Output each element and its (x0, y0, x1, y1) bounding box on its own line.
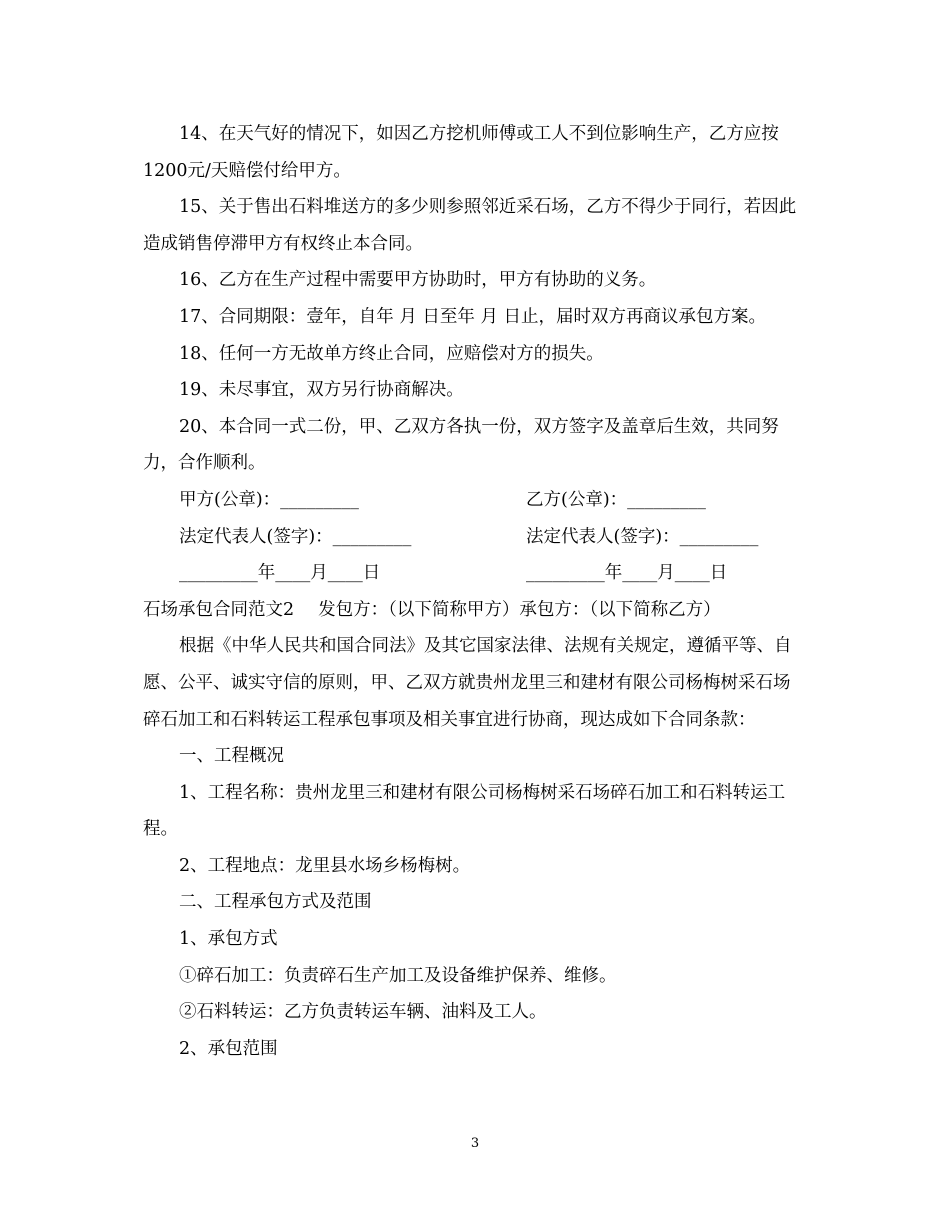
party-a-date: _________年____月____日 (179, 563, 381, 584)
second-contract-header (143, 592, 807, 629)
signature-seal-row (143, 482, 807, 519)
party-b-representative: 法定代表人(签字)：_________ (526, 526, 759, 547)
preamble: 根据《中华人民共和国合同法》及其它国家法律、法规有关规定，遵循平等、自愿、公平、诚实守信的原则，甲、乙双方就贵州龙里三和建材有限公司杨梅树采石场碎石加工和石料转运工程承包事项及相关事宜进行协商，现达成如下合同条款： (143, 636, 792, 730)
party-b-seal: 乙方(公章)：_________ (526, 489, 706, 510)
clause-20: 20、本合同一式二份，甲、乙双方各执一份，双方签字及盖章后生效，共同努力，合作顺利。 (143, 416, 779, 474)
document-body (143, 116, 807, 1067)
signature-date-row (143, 555, 807, 592)
scope-heading: 2、承包范围 (179, 1038, 278, 1059)
contractor-label: 承包方：（以下简称乙方） (519, 599, 721, 620)
signature-rep-row (143, 519, 807, 556)
clause-19: 19、未尽事宜，双方另行协商解决。 (179, 380, 464, 401)
second-contract-title: 石场承包合同范文2 (143, 599, 295, 620)
mode-item-crushing: ①碎石加工：负责碎石生产加工及设备维护保养、维修。 (179, 965, 617, 986)
clause-14: 14、在天气好的情况下，如因乙方挖机师傅或工人不到位影响生产，乙方应按1200元/天赔偿付给甲方。 (143, 124, 779, 181)
clause-16: 16、乙方在生产过程中需要甲方协助时，甲方有协助的义务。 (179, 270, 657, 291)
clause-15: 15、关于售出石料堆送方的多少则参照邻近采石场，乙方不得少于同行，若因此造成销售停滞甲方有权终止本合同。 (143, 197, 797, 254)
party-a-representative: 法定代表人(签字)：_________ (179, 526, 412, 547)
party-b-date: _________年____月____日 (526, 563, 728, 584)
section-2-heading: 二、工程承包方式及范围 (179, 892, 372, 913)
project-location: 2、工程地点：龙里县水场乡杨梅树。 (179, 855, 471, 876)
section-1-heading: 一、工程概况 (179, 746, 284, 767)
clause-17: 17、合同期限：壹年，自年 月 日至年 月 日止，届时双方再商议承包方案。 (179, 306, 767, 327)
mode-item-transport: ②石料转运：乙方负责转运车辆、油料及工人。 (179, 1002, 547, 1023)
project-name: 1、工程名称：贵州龙里三和建材有限公司杨梅树采石场碎石加工和石料转运工程。 (143, 782, 786, 840)
employer-label: 发包方：（以下简称甲方） (318, 599, 520, 620)
clause-18: 18、任何一方无故单方终止合同，应赔偿对方的损失。 (179, 343, 604, 364)
mode-heading: 1、承包方式 (179, 929, 278, 950)
party-a-seal: 甲方(公章)：_________ (179, 489, 359, 510)
page-number: 3 (470, 1136, 480, 1151)
